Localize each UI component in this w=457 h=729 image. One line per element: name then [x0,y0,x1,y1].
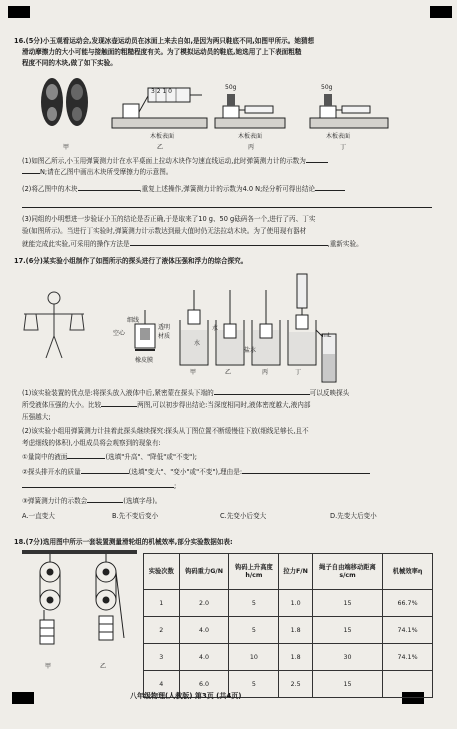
table-cell: 74.1% [383,644,433,671]
table-cell: 2 [144,617,180,644]
q17-label-thin-line: 细线 [127,317,140,324]
table-header-cell: 实验次数 [144,554,180,590]
q16-scale-numbers: 3 2 1 0 [151,88,172,95]
q17-label-jia: 甲 [190,369,197,376]
q17-choice2-cont: ; [22,482,176,491]
q17-label-water-jia: 水 [194,340,201,347]
table-cell: 4 [144,671,180,698]
setup-ding-figure [310,94,388,128]
q17-part1-line1: (1)该实验装置的优点是:将探头放入液体中后,紧密蒙在探头下端的 可以反映探头 [22,389,350,397]
q16-board-ding: 木板表面 [326,133,351,140]
q17-part2-line2: 考虑细线的体积),小组成员将会观察到的现象有: [22,439,161,447]
q16-label-ding: 丁 [340,144,347,151]
q17-figure [20,270,340,385]
q17-choice3: ③弹簧测力计的示数会 (选填字母)。 [22,497,162,505]
table-cell: 66.7% [383,590,433,617]
page-footer: 八年级物理(人教版) 第3页 (共4页) [130,692,242,700]
q17-option-b[interactable]: B.先不变后变小 [112,512,159,520]
registration-mark-top-right [430,6,452,18]
q17-part1-line3: 压强越大; [22,413,51,421]
setup-bing-figure [215,94,285,128]
table-cell: 4.0 [179,644,229,671]
q16-weight-ding: 50g [321,84,333,91]
registration-mark-top-left [8,6,30,18]
q17-choice1: ①量筒中的液面 (选填"升高"、"降低"或"不变"); [22,453,197,461]
q17-choice2: ②探头排开水的质量 (选填"变大"、"变小"或"不变"),理由是: [22,468,370,477]
q17-stem: 17.(6分)某实验小组制作了如图所示的探头进行了液体压强和浮力的综合探究。 [14,257,248,265]
q16-label-bing: 丙 [248,144,255,151]
table-cell[interactable] [383,671,433,698]
table-cell: 5 [229,671,279,698]
q16-part3-line1: (3)同组的小明想进一步验证小玉的结论是否正确,于是取来了10 g、50 g砝码各一个,进行了丙、丁实 [22,215,316,223]
beakers-figure [180,274,336,382]
table-cell: 30 [312,644,382,671]
q16-part1-line1: (1)如图乙所示,小玉用弹簧测力计在水平桌面上拉动木块作匀速直线运动,此时弹簧测力计的示数为 [22,157,328,166]
table-cell: 10 [229,644,279,671]
table-cell: 74.1% [383,617,433,644]
q16-part2-line1: (2)将乙图中的木块 ,重复上述操作,弹簧测力计的示数为4.0 N;经分析可得出结论 [22,185,345,194]
q16-board-yi: 木板表面 [150,133,175,140]
table-cell: 2.0 [179,590,229,617]
q16-answer-line[interactable] [22,199,432,208]
q17-option-c[interactable]: C.先变小后变大 [220,512,267,520]
q17-label-rubber: 橡皮膜 [135,357,154,364]
q17-label-ml: mL [322,332,332,339]
q16-label-jia: 甲 [63,144,70,151]
q17-label-hollow: 空心 [113,330,126,337]
q16-stem-line2: 滑动摩擦力的大小可能与接触面的粗糙程度有关。为了模拟运动员的鞋底,她选用了上下表面粗糙 [22,48,302,56]
q16-weight-bing: 50g [225,84,237,91]
table-cell: 6.0 [179,671,229,698]
q17-option-a[interactable]: A.一直变大 [22,512,55,520]
table-header-cell: 机械效率η [383,554,433,590]
table-row [144,644,433,671]
table-cell: 3 [144,644,180,671]
table-header-cell: 钩码重力G/N [179,554,229,590]
table-cell: 5 [229,590,279,617]
q18-stem: 18.(7分)选用图中所示一套装置测量滑轮组的机械效率,部分实验数据如表: [14,538,233,546]
table-header-row [144,554,433,590]
table-header-cell: 钩码上升高度h/cm [229,554,279,590]
q16-label-yi: 乙 [157,144,164,151]
table-cell: 1.8 [279,617,313,644]
q17-part2-line1: (2)该实验小组用弹簧测力计挂着此探头继续探究:探头从丁图位置不断缓慢往下放(细线足够长,且不 [22,427,309,435]
q16-part3-line2: 验(如图所示)。当进行丁实验时,弹簧测力计示数达到最大值时仍无法拉动木块。为了使用现有器材 [22,227,307,235]
q16-part3-line3: 就能完成此实验,可采用的操作方法是 ,重新实验。 [22,240,363,248]
q16-stem-line3: 程度不同的木块,做了如下实验。 [22,59,117,67]
table-cell: 1 [144,590,180,617]
q16-board-bing: 木板表面 [238,133,263,140]
q17-label-material: 材质 [158,333,171,340]
table-cell: 15 [312,671,382,698]
q18-label-jia: 甲 [45,663,52,670]
table-cell: 2.5 [279,671,313,698]
q17-label-water-yi: 水 [212,325,219,332]
q17-option-d[interactable]: D.先变大后变小 [330,512,377,520]
q16-part1-line2: N;请在乙图中画出木块所受摩擦力的示意图。 [22,168,172,177]
balance-person-figure [24,292,84,358]
q17-label-bing: 丙 [262,369,269,376]
q18-label-yi: 乙 [100,663,107,670]
q16-figure [20,72,420,152]
table-header-cell: 拉力F/N [279,554,313,590]
q17-label-transparent: 透明 [158,324,171,331]
q17-label-yi: 乙 [225,369,232,376]
table-row [144,617,433,644]
table-row [144,590,433,617]
table-cell: 1.0 [279,590,313,617]
table-cell: 15 [312,590,382,617]
q18-data-table [143,553,433,698]
shoe-soles-figure [41,78,88,126]
q17-part1-line2: 所受液体压强的大小。比较 两图,可以初步得出结论:当深度相同时,液体密度越大,液内部 [22,401,311,409]
q17-label-ding: 丁 [295,369,302,376]
registration-mark-bottom-left [12,692,34,704]
q17-label-salt-water: 盐水 [244,347,257,354]
q16-stem-line1: 16.(5分)小玉观看运动会,发现冰壶运动员在冰面上来去自如,是因为两只鞋底不同,如图甲所示。她猜想 [14,37,315,45]
table-cell: 4.0 [179,617,229,644]
table-header-cell: 绳子自由端移动距离s/cm [312,554,382,590]
q18-pulley-figure [22,550,137,660]
table-cell: 15 [312,617,382,644]
table-cell: 1.8 [279,644,313,671]
table-cell: 5 [229,617,279,644]
